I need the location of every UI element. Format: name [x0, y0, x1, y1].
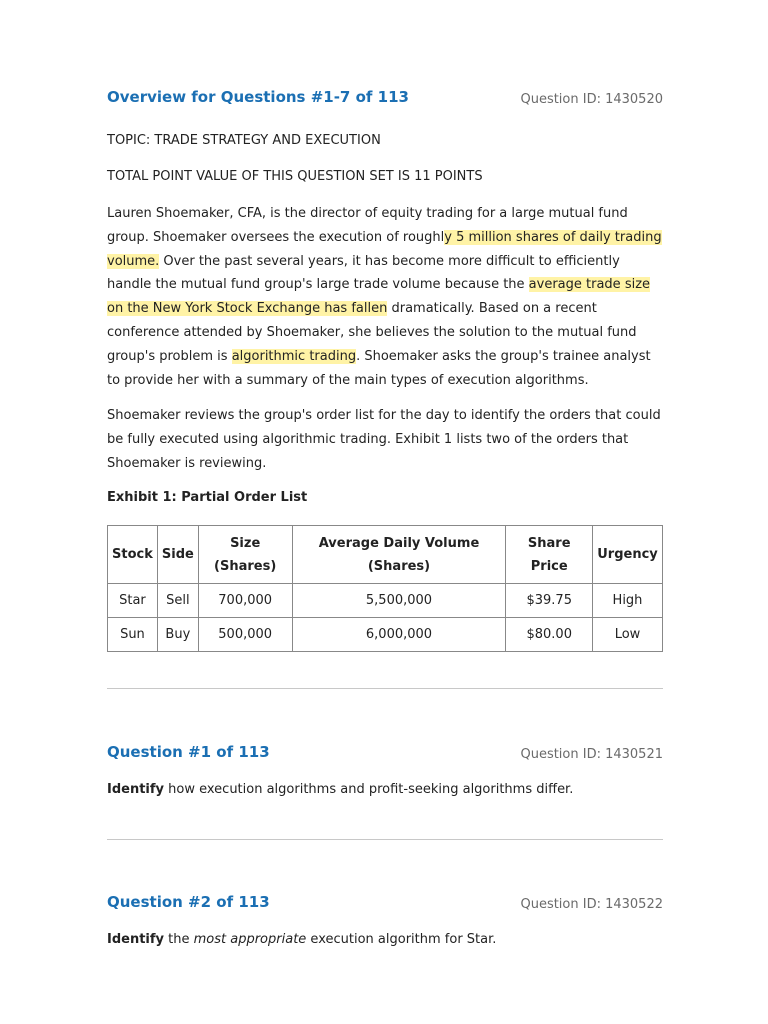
highlighted-text: average trade size on the New York Stock Exchange has fallen	[107, 277, 651, 317]
cell-stock: Star	[108, 584, 158, 618]
table-header-row	[108, 526, 663, 584]
cell-average-daily-volume: 6,000,000	[292, 618, 506, 652]
paragraph-text: Over the past several years, it has become more difficult to efficiently handle the mutual fund group's large trade volume because the	[107, 253, 620, 293]
question-1-prompt	[107, 781, 573, 799]
question-1-id: Question ID: 1430521	[520, 747, 663, 762]
point-value-line: TOTAL POINT VALUE OF THIS QUESTION SET IS 11 POINTS	[107, 169, 483, 184]
cell-side: Buy	[157, 618, 198, 652]
cell-size: 500,000	[198, 618, 292, 652]
section-divider	[107, 839, 663, 840]
cell-size: 700,000	[198, 584, 292, 618]
question-2-prompt	[107, 931, 496, 949]
cell-share-price: $80.00	[506, 618, 593, 652]
partial-order-table	[107, 525, 663, 652]
paragraph-text: dramatically. Based on a recent conference attended by Shoemaker, she believes the solution to the mutual fund group's problem is	[107, 301, 637, 364]
cell-average-daily-volume: 5,500,000	[292, 584, 506, 618]
question-1-header	[107, 743, 663, 773]
cell-share-price: $39.75	[506, 584, 593, 618]
cell-side: Sell	[157, 584, 198, 618]
header-size: Size (Shares)	[198, 526, 292, 584]
header-urgency: Urgency	[593, 526, 663, 584]
overview-title: Overview for Questions #1-7 of 113	[107, 88, 409, 106]
scenario-paragraph	[107, 202, 663, 392]
question-2-title: Question #2 of 113	[107, 893, 270, 911]
cell-urgency: High	[593, 584, 663, 618]
paragraph-text: Lauren Shoemaker, CFA, is the director of equity trading for a large mutual fund group. Shoemaker oversees the execution of roughl	[107, 206, 628, 245]
prompt-text: how execution algorithms and profit-seeking algorithms differ.	[164, 782, 574, 797]
header-average-daily-volume: Average Daily Volume (Shares)	[292, 526, 506, 584]
header-share-price: Share Price	[506, 526, 593, 584]
prompt-text: the	[164, 932, 194, 947]
prompt-verb: Identify	[107, 932, 165, 947]
cell-urgency: Low	[593, 618, 663, 652]
header-stock: Stock	[108, 526, 158, 584]
header-side: Side	[157, 526, 198, 584]
table-row	[108, 618, 663, 652]
question-1-title: Question #1 of 113	[107, 743, 270, 761]
exhibit-title: Exhibit 1: Partial Order List	[107, 490, 308, 505]
question-2-header	[107, 893, 663, 923]
highlighted-text: y 5 million shares of daily trading volume.	[107, 229, 662, 269]
question-2-id: Question ID: 1430522	[520, 897, 663, 912]
prompt-text: execution algorithm for Star.	[306, 932, 497, 947]
order-review-paragraph: Shoemaker reviews the group's order list for the day to identify the orders that could be fully executed using algorithmic trading. Exhibit 1 lists two of the orders that Shoemaker is reviewing.	[107, 408, 661, 471]
paragraph-text: . Shoemaker asks the group's trainee analyst to provide her with a summary of the main types of execution algorithms.	[107, 348, 651, 388]
topic-line: TOPIC: TRADE STRATEGY AND EXECUTION	[107, 133, 381, 148]
prompt-verb: Identify	[107, 782, 165, 797]
section-divider	[107, 688, 663, 689]
highlighted-text: algorithmic trading	[231, 348, 357, 364]
cell-stock: Sun	[108, 618, 158, 652]
overview-question-id: Question ID: 1430520	[520, 92, 663, 107]
overview-header	[107, 88, 663, 118]
table-row	[108, 584, 663, 618]
prompt-emphasis: most appropriate	[193, 932, 307, 947]
